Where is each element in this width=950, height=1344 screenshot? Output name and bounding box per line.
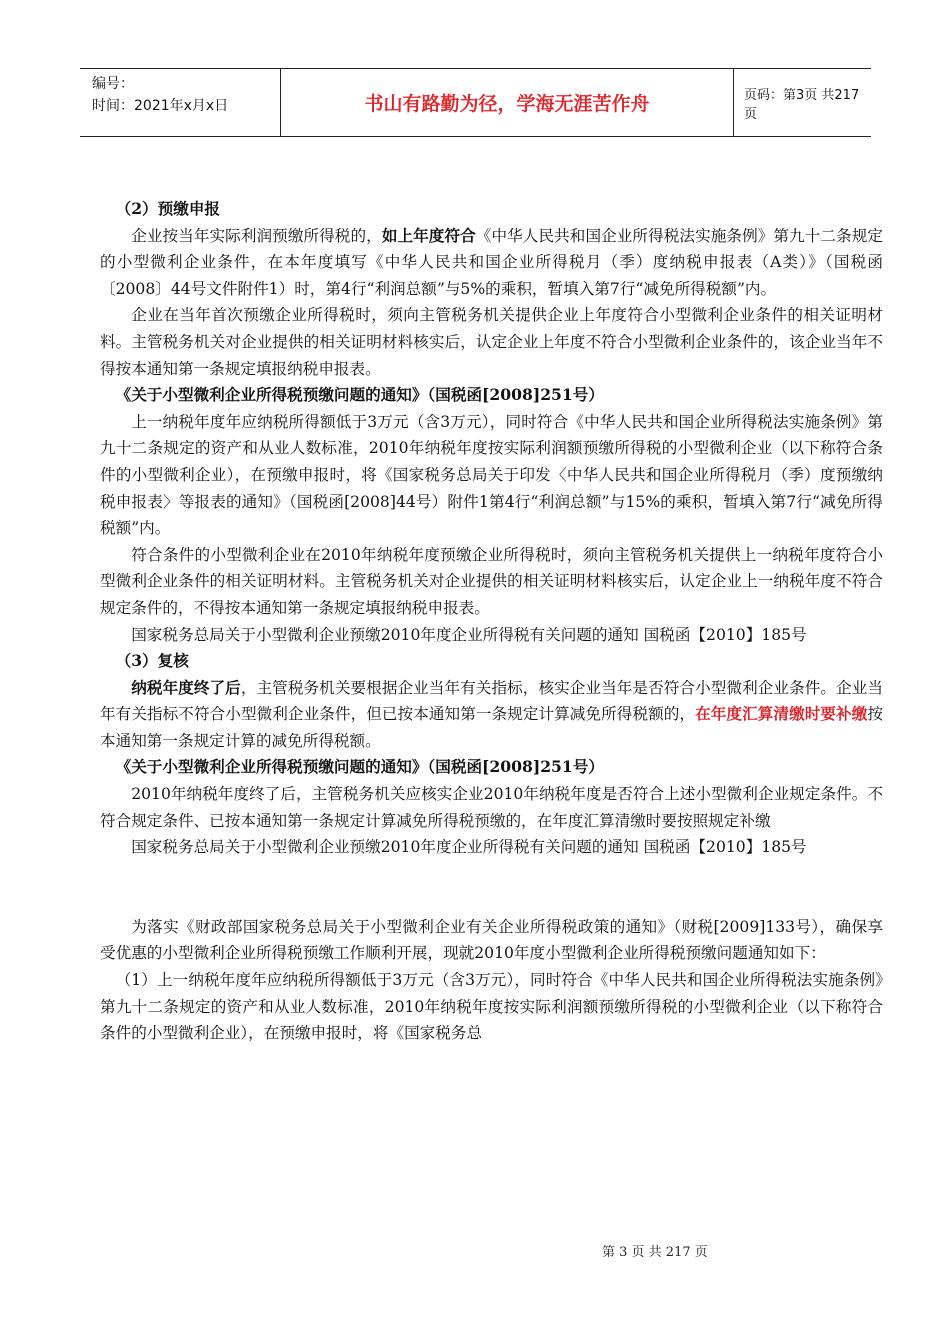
text-run: ，主管税务机关要根据企业当年有关指标，核实企业当年是否符合小型微利企业条件。企业当年有关指标不符合小型微利企业条件，但已按本通知第一条规定计算减免所得税额的， xyxy=(100,678,883,724)
paragraph: 企业在当年首次预缴企业所得税时，须向主管税务机关提供企业上年度符合小型微利企业条件的相关证明材料。主管税务机关对企业提供的相关证明材料核实后，认定企业上年度不符合小型微利企业条件的，该企业当年不得按本通知第一条规定填报纳税申报表。 xyxy=(100,306,883,378)
page-footer: 第 3 页 共 217 页 xyxy=(602,1245,708,1260)
spacer xyxy=(100,861,883,914)
number-label: 编号： xyxy=(92,76,134,92)
text-run: 《中华人民共和国企业所得税法实施条例》第九十二条规定的小型微利企业条件，在本年度填写《中华人民共和国企业所得税月（季）度纳税申报表（A类）》（国税函〔2008〕44号文件附件1）时，第4行“利润总额”与5%的乘积，暂填入第7行“减免所得税额”内。 xyxy=(100,226,883,298)
document-header xyxy=(80,68,871,137)
time-label: 时间：2021年x月x日 xyxy=(92,98,229,114)
header-motto: 书山有路勤为径，学海无涯苦作舟 xyxy=(281,69,734,136)
section-title-prepayment: （2）预缴申报 xyxy=(115,199,221,218)
notice-title: 《关于小型微利企业所得税预缴问题的通知》（国税函[2008]251号） xyxy=(115,757,604,777)
text-run: 企业按当年实际利润预缴所得税的， xyxy=(131,226,382,245)
paragraph: 国家税务总局关于小型微利企业预缴2010年度企业所得税有关问题的通知 国税函【2010】185号 xyxy=(131,838,807,857)
highlighted-text-run: 在年度汇算清缴时要补缴 xyxy=(695,704,868,724)
text-run: 按本通知第一条规定计算的减免所得税额。 xyxy=(100,705,883,750)
paragraph: （1）上一纳税年度年应纳税所得额低于3万元（含3万元），同时符合《中华人民共和国企业所得税法实施条例》第九十二条规定的资产和从业人数标准，2010年纳税年度按实际利润额预缴所得税的小型微利企业（以下称符合条件的小型微利企业），在预缴申报时，将《国家税务总 xyxy=(100,971,883,1043)
bold-text-run: 纳税年度终了后 xyxy=(131,677,241,697)
paragraph xyxy=(100,675,883,755)
header-page-info: 页码：第3页 共217页 xyxy=(744,87,860,122)
paragraph: 为落实《财政部国家税务总局关于小型微利企业有关企业所得税政策的通知》（财税[2009]133号），确保享受优惠的小型微利企业所得税预缴工作顺利开展，现就2010年度小型微利企业所得税预缴问题通知如下： xyxy=(100,917,883,963)
paragraph: 国家税务总局关于小型微利企业预缴2010年度企业所得税有关问题的通知 国税函【2010】185号 xyxy=(131,625,807,644)
paragraph: 上一纳税年度年应纳税所得额低于3万元（含3万元），同时符合《中华人民共和国企业所得税法实施条例》第九十二条规定的资产和从业人数标准，2010年纳税年度按实际利润额预缴所得税的小型微利企业（以下称符合条件的小型微利企业），在预缴申报时，将《国家税务总局关于印发〈中华人民共和国企业所得税月（季）度预缴纳税申报表〉等报表的通知》（国税函[2008]44号）附件1第4行“利润总额”与15%的乘积，暂填入第7行“减免所得税额”内。 xyxy=(100,412,884,538)
paragraph: 符合条件的小型微利企业在2010年纳税年度预缴企业所得税时，须向主管税务机关提供上一纳税年度符合小型微利企业条件的相关证明材料。主管税务机关对企业提供的相关证明材料核实后，认定企业上一纳税年度不符合规定条件的，不得按本通知第一条规定填报纳税申报表。 xyxy=(100,545,883,617)
paragraph xyxy=(100,223,883,303)
header-meta xyxy=(80,69,281,136)
paragraph: 2010年纳税年度终了后，主管税务机关应核实企业2010年纳税年度是否符合上述小型微利企业规定条件。不符合规定条件、已按本通知第一条规定计算减免所得税预缴的，在年度汇算清缴时要按照规定补缴 xyxy=(100,785,883,830)
notice-title: 《关于小型微利企业所得税预缴问题的通知》（国税函[2008]251号） xyxy=(115,385,604,405)
section-title-review: （3）复核 xyxy=(115,651,189,671)
document-body xyxy=(100,196,883,1047)
bold-text-run: 如上年度符合 xyxy=(381,225,476,245)
